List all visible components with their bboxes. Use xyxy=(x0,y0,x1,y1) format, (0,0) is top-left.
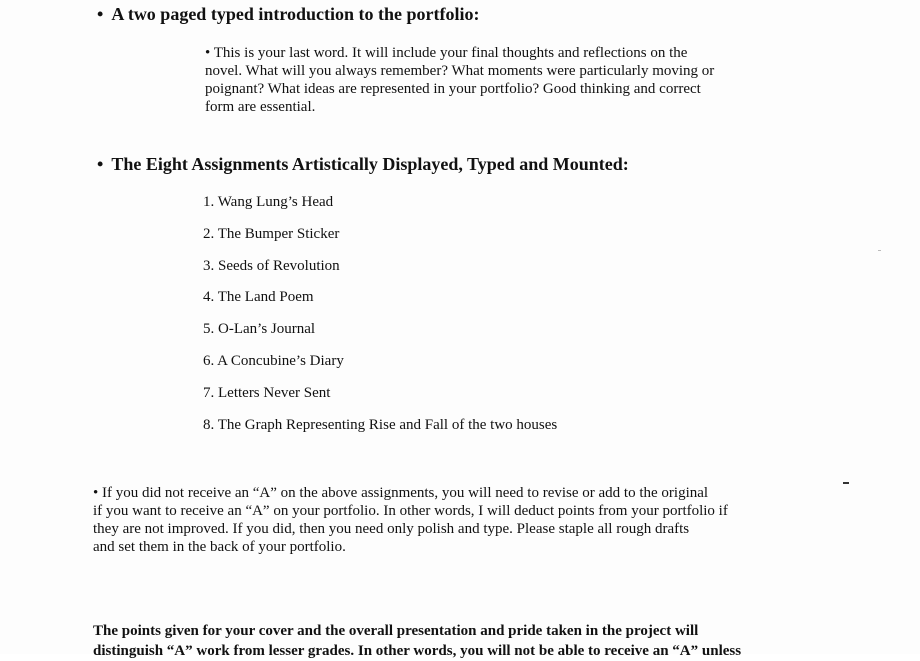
paragraph-line: • If you did not receive an “A” on the above assignments, you will need to revise or add to the original xyxy=(93,485,709,501)
scan-speck xyxy=(878,250,881,251)
paragraph-line: • This is your last word. It will include your final thoughts and reflections on the xyxy=(205,45,688,61)
bullet-marker: • xyxy=(97,4,104,24)
list-item: 2. The Bumper Sticker xyxy=(203,225,340,242)
scan-speck xyxy=(843,482,849,484)
paragraph-line: form are essential. xyxy=(205,99,316,115)
section-heading-assignments xyxy=(97,154,629,175)
paragraph-line: poignant? What ideas are represented in your portfolio? Good thinking and correct xyxy=(205,81,701,97)
list-item: 4. The Land Poem xyxy=(203,289,314,306)
list-item: 6. A Concubine’s Diary xyxy=(203,352,344,369)
heading-text: A two paged typed introduction to the portfolio: xyxy=(111,4,480,24)
revision-note xyxy=(93,484,728,556)
list-item: 5. O-Lan’s Journal xyxy=(203,321,316,338)
introduction-description xyxy=(205,44,714,116)
section-heading-introduction xyxy=(97,4,480,25)
closing-paragraph xyxy=(93,621,741,661)
paragraph-line: if you want to receive an “A” on your portfolio. In other words, I will deduct points from your portfolio if xyxy=(93,503,728,519)
paragraph-line: they are not improved. If you did, then you need only polish and type. Please staple all rough drafts xyxy=(93,521,690,537)
paragraph-line: novel. What will you always remember? What moments were particularly moving or xyxy=(205,63,715,79)
assignment-list xyxy=(203,192,557,446)
paragraph-line: The points given for your cover and the overall presentation and pride taken in the project will xyxy=(93,623,699,639)
paragraph-line: and set them in the back of your portfolio. xyxy=(93,539,346,555)
heading-text: The Eight Assignments Artistically Displayed, Typed and Mounted: xyxy=(111,154,629,174)
list-item: 3. Seeds of Revolution xyxy=(203,257,340,274)
paragraph-line: distinguish “A” work from lesser grades. In other words, you will not be able to receive an “A” unless xyxy=(93,643,742,659)
list-item: 1. Wang Lung’s Head xyxy=(203,194,334,210)
list-item: 8. The Graph Representing Rise and Fall of the two houses xyxy=(203,416,558,433)
bullet-marker: • xyxy=(97,154,104,174)
list-item: 7. Letters Never Sent xyxy=(203,384,331,401)
